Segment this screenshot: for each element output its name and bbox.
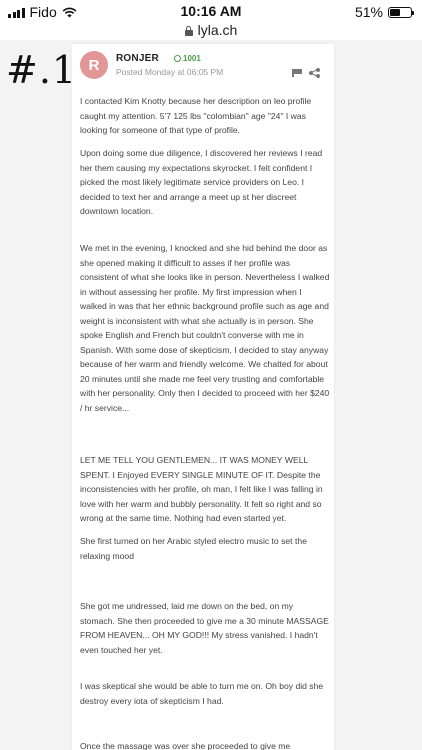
post-paragraph: I was skeptical she would be able to turn me on. Oh boy did she destroy every iota of skepticism I had.: [80, 681, 324, 706]
reputation-icon: [174, 55, 181, 62]
post-card: [72, 44, 334, 750]
post-paragraph: She first turned on her Arabic styled electro music to set the relaxing mood: [80, 536, 307, 561]
post-paragraph: LET ME TELL YOU GENTLEMEN... IT WAS MONEY WELL SPENT. I Enjoyed EVERY SINGLE MINUTE OF IT. Despite the inconsistencies with her profile, oh man, I felt like I was falling in love with her warm and bubbly personality. It felt so right and so wrong at the same time. Nothing had even started yet.: [80, 455, 323, 523]
avatar[interactable]: R: [80, 51, 108, 79]
battery-percent: 51%: [354, 4, 383, 20]
post-paragraph: We met in the evening, I knocked and she hid behind the door as she opened making it difficult to asses if her profile was consistent of what she looks like in person. Nevertheless I walked in without assessing her profile. My first impression when I walked in was that her ethnic background profile such as age and weight is inconsistent with what she actually is in person. She spoke English and French but couldn't converse with me in Spanish. With some dose of skepticism, I decided to stay anyway because of her warm and friendly welcome. We chatted for about 20 minutes until she made me feel very trusting and comfortable with her personality. Only then I decided to proceed with her $240 / hr service...: [80, 243, 330, 413]
status-bar: [0, 0, 422, 22]
report-flag-icon[interactable]: [292, 69, 302, 77]
battery-icon: [388, 7, 412, 18]
page-content: [0, 40, 422, 750]
reputation-count: 1001: [183, 54, 201, 63]
carrier-name: Fido: [29, 4, 57, 20]
author-name[interactable]: RONJER: [116, 53, 159, 64]
status-right: [355, 4, 412, 20]
post-paragraph: Upon doing some due diligence, I discovered her reviews I read her them causing my expectations skyrocket. I felt confident I picked the most likely legitimate service providers on Leo. I decided to text her and arrange a meet up st her discreet downtown location.: [80, 148, 323, 216]
share-icon[interactable]: [309, 68, 320, 78]
lock-icon: [185, 26, 193, 36]
address-bar[interactable]: [0, 20, 422, 40]
overlay-number-mark: #.1: [6, 48, 78, 92]
reputation-badge: [174, 54, 201, 63]
url-text[interactable]: lyla.ch: [197, 22, 238, 38]
post-date[interactable]: Posted Monday at 06:05 PM: [116, 67, 224, 77]
post-paragraph: Once the massage was over she proceeded to give me: [80, 741, 291, 750]
post-header: [80, 49, 330, 83]
post-paragraph: I contacted Kim Knotty because her description on leo profile caught my attention. 5'7 125 lbs "colombian" age "24" I was looking for someone of that type of profile.: [80, 96, 312, 135]
clock: 10:16 AM: [180, 3, 242, 19]
post-paragraph: She got me undressed, laid me down on the bed, on my stomach. She then proceeded to give me a 30 minute MASSAGE FROM HEAVEN... OH MY GOD!!! My stress vanished. I hadn't even touched her yet.: [80, 601, 329, 655]
